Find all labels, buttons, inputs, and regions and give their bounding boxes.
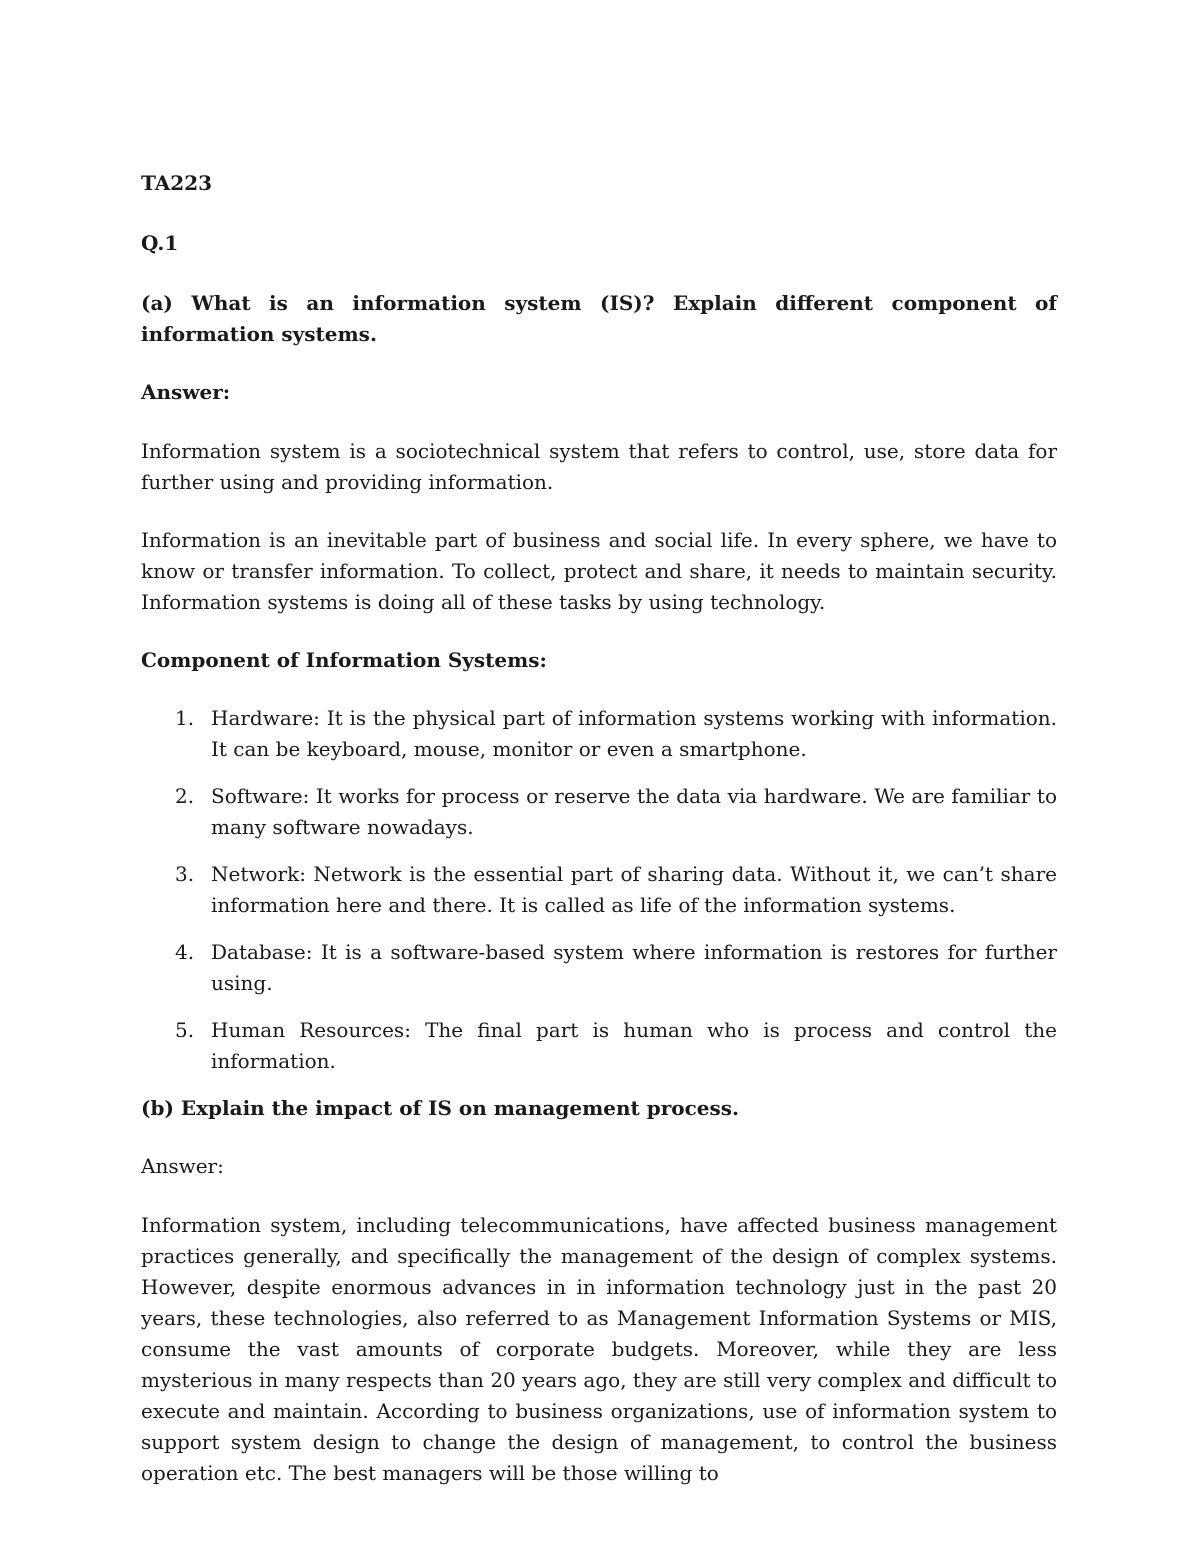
list-item-number: 4.	[175, 940, 195, 964]
list-item-number: 2.	[175, 784, 195, 808]
list-item	[141, 1015, 1057, 1077]
answer-paragraph: Information system is a sociotechnical system that refers to control, use, store data for further using and providing information.	[141, 439, 1057, 494]
document-page	[141, 168, 1057, 1489]
question-number: Q.1	[141, 231, 179, 255]
list-item	[141, 703, 1057, 765]
list-item-number: 3.	[175, 862, 195, 886]
components-list	[141, 703, 1057, 1077]
list-item-text: Software: It works for process or reserve the data via hardware. We are familiar to many software nowadays.	[211, 784, 1057, 839]
answer-label-a: Answer:	[141, 380, 231, 404]
list-item-text: Human Resources: The final part is human who is process and control the information.	[211, 1018, 1057, 1073]
list-item-number: 5.	[175, 1018, 195, 1042]
list-item-number: 1.	[175, 706, 195, 730]
components-heading: Component of Information Systems:	[141, 648, 547, 672]
course-code: TA223	[141, 171, 213, 195]
list-item-text: Network: Network is the essential part of sharing data. Without it, we can’t share information here and there. It is called as life of the information systems.	[211, 862, 1057, 917]
list-item-text: Hardware: It is the physical part of information systems working with information. It can be keyboard, mouse, monitor or even a smartphone.	[211, 706, 1057, 761]
question-b: (b) Explain the impact of IS on management process.	[141, 1096, 739, 1120]
question-a: (a) What is an information system (IS)? Explain different component of information systems.	[141, 291, 1057, 346]
answer-paragraph: Information is an inevitable part of business and social life. In every sphere, we have to know or transfer information. To collect, protect and share, it needs to maintain security. Information systems is doing all of these tasks by using technology.	[141, 528, 1057, 614]
list-item	[141, 781, 1057, 843]
list-item	[141, 859, 1057, 921]
answer-label-b: Answer:	[141, 1154, 224, 1178]
list-item-text: Database: It is a software-based system where information is restores for further using.	[211, 940, 1057, 995]
list-item	[141, 937, 1057, 999]
answer-paragraph-b: Information system, including telecommunications, have affected business management practices generally, and specifically the management of the design of complex systems. However, despite enormous advances in in information technology just in the past 20 years, these technologies, also referred to as Management Information Systems or MIS, consume the vast amounts of corporate budgets. Moreover, while they are less mysterious in many respects than 20 years ago, they are still very complex and difficult to execute and maintain. According to business organizations, use of information system to support system design to change the design of management, to control the business operation etc. The best managers will be those willing to	[141, 1213, 1057, 1485]
